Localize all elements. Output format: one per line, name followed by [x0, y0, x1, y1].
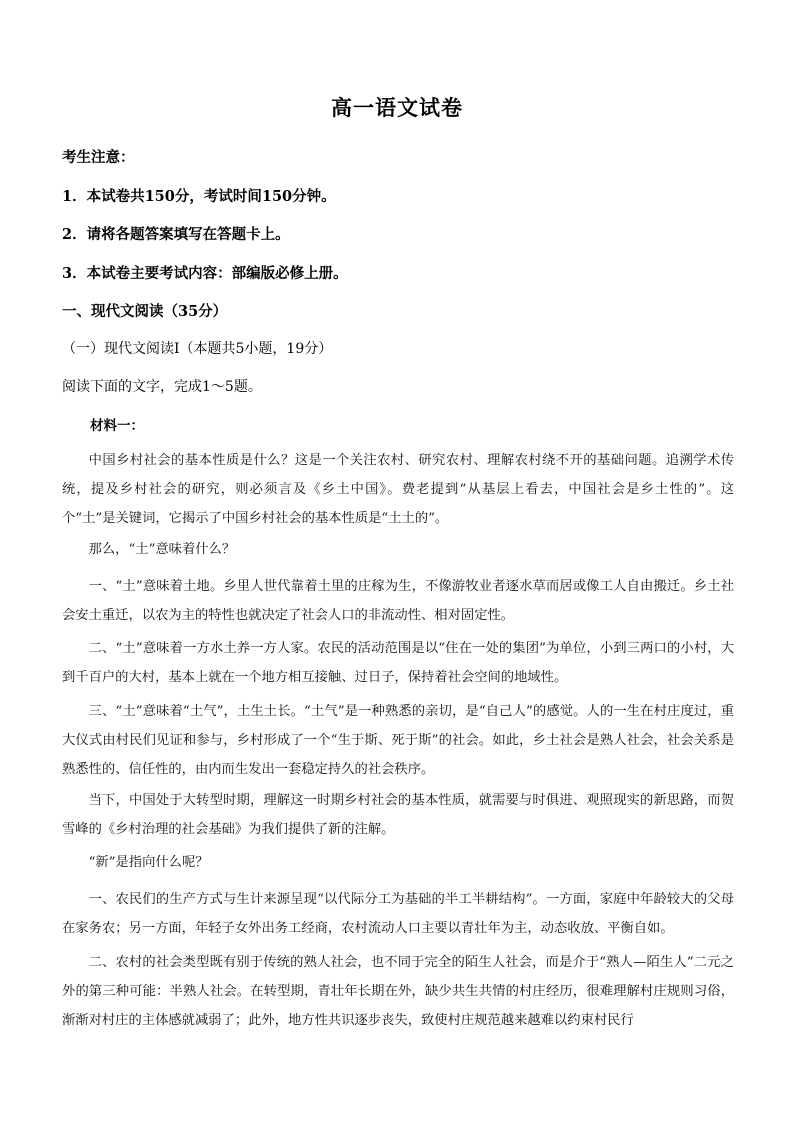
- notice-item-2: 2．请将各题答案填写在答题卡上。: [62, 226, 290, 243]
- paragraph: 中国乡村社会的基本性质是什么？这是一个关注农村、研究农村、理解农村绕不开的基础问题。追溯学术传统，提及乡村社会的研究，则必须言及《乡土中国》。费老提到“从基层上看去，中国社会是乡土性的”。这个“土”是关键词，它揭示了中国乡村社会的基本性质是“土土的”。: [62, 453, 734, 526]
- section-heading: 一、现代文阅读（35分）: [62, 303, 228, 320]
- subsection-heading: （一）现代文阅读Ⅰ（本题共5小题，19分）: [62, 341, 333, 357]
- material-label: 材料一：: [90, 418, 144, 434]
- paragraph: “新”是指向什么呢？: [88, 855, 209, 870]
- paragraph: 三、“土”意味着“土气”，土生土长。“土气”是一种熟悉的亲切，是“自己人”的感觉。人的一生在村庄度过，重大仪式由村民们见证和参与，乡村形成了一个“生于斯、死于斯”的社会。如此，乡土社会是熟人社会，社会关系是熟悉性的、信任性的，由内而生发出一套稳定持久的社会秩序。: [62, 704, 734, 777]
- paragraph: 二、“土”意味着一方水土养一方人家。农民的活动范围是以“住在一处的集团”为单位，小到三两口的小村，大到千百户的大村，基本上就在一个地方相互接触、过日子，保持着社会空间的地域性。: [62, 641, 734, 685]
- notice-heading: 考生注意：: [62, 149, 135, 166]
- paragraph: 二、农村的社会类型既有别于传统的熟人社会，也不同于完全的陌生人社会，而是介于“熟人—陌生人”二元之外的第三种可能：半熟人社会。在转型期，青壮年长期在外，缺少共生共情的村庄经历，很难理解村庄规则习俗，渐渐对村庄的主体感就减弱了；此外，地方性共识逐步丧失，致使村庄规范越来越难以约束村民行: [62, 955, 734, 1028]
- notice-item-3: 3．本试卷主要考试内容：部编版必修上册。: [62, 265, 348, 282]
- page-title: 高一语文试卷: [331, 95, 463, 120]
- paragraph: 一、农民们的生产方式与生计来源呈现“以代际分工为基础的半工半耕结构”。一方面，家庭中年龄较大的父母在家务农；另一方面，年轻子女外出务工经商，农村流动人口主要以青壮年为主，动态收放、平衡自如。: [62, 892, 734, 936]
- reading-instruction: 阅读下面的文字，完成1～5题。: [62, 379, 262, 395]
- notice-item-1: 1．本试卷共150分，考试时间150分钟。: [62, 188, 336, 205]
- paragraph: 一、“土”意味着土地。乡里人世代靠着土里的庄稼为生，不像游牧业者逐水草而居或像工人自由搬迁。乡土社会安土重迁，以农为主的特性也就决定了社会人口的非流动性、相对固定性。: [62, 579, 734, 623]
- paragraph: 那么，“土”意味着什么？: [88, 542, 236, 557]
- paragraph: 当下，中国处于大转型时期，理解这一时期乡村社会的基本性质，就需要与时俱进、观照现实的新思路，而贺雪峰的《乡村治理的社会基础》为我们提供了新的注解。: [62, 793, 734, 837]
